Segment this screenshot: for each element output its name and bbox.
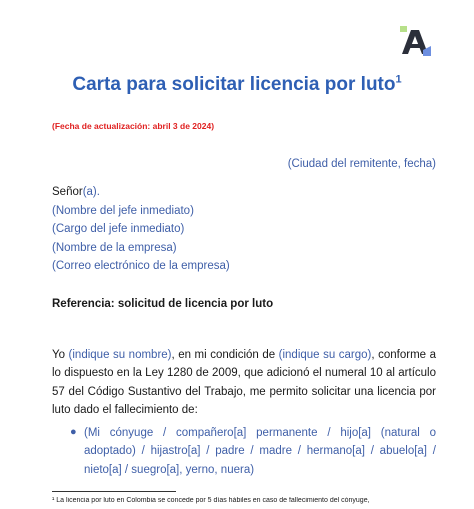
footnote-text: ¹ La licencia por luto en Colombia se concede por 5 días hábiles en caso de fallecimiento del cónyuge, xyxy=(52,497,370,504)
salutation: Señor(a). xyxy=(52,186,100,198)
name-placeholder: (indique su nombre) xyxy=(68,349,172,361)
recipient-line: (Nombre de la empresa) xyxy=(52,241,177,254)
body-paragraph: Yo (indique su nombre), en mi condición de (indique su cargo), conforme a lo dispuesto en la Ley 1280 de 2009, que adicionó el numeral 10 al artículo 57 del Código Sustantivo del Trabajo, me permito solicitar una licencia por luto dado el fallecimiento de: xyxy=(52,349,436,417)
recipient-block xyxy=(52,183,230,276)
bullet-icon: ● xyxy=(70,426,77,438)
update-date: (Fecha de actualización: abril 3 de 2024) xyxy=(52,121,215,131)
recipient-line: (Correo electrónico de la empresa) xyxy=(52,260,230,273)
page-title: Carta para solicitar licencia por luto$^1$ xyxy=(72,73,402,95)
relative-options-item: (Mi cónyuge / compañero[a] permanente / hijo[a] (natural o adoptado) / hijastro[a] / padre / madre / hermano[a] / abuelo[a] / nieto[a] / suegro[a], yerno, nuera) xyxy=(84,427,436,476)
role-placeholder: (indique su cargo) xyxy=(278,349,372,361)
recipient-line: (Cargo del jefe inmediato) xyxy=(52,223,185,236)
footnote-mark: 1 xyxy=(395,73,402,86)
footnote-divider xyxy=(52,491,176,492)
place-date-placeholder: (Ciudad del remitente, fecha) xyxy=(287,158,436,170)
a-letter-logo-icon xyxy=(398,24,432,58)
reference-line: Referencia: solicitud de licencia por luto xyxy=(52,298,274,310)
recipient-line: (Nombre del jefe inmediato) xyxy=(52,204,194,217)
